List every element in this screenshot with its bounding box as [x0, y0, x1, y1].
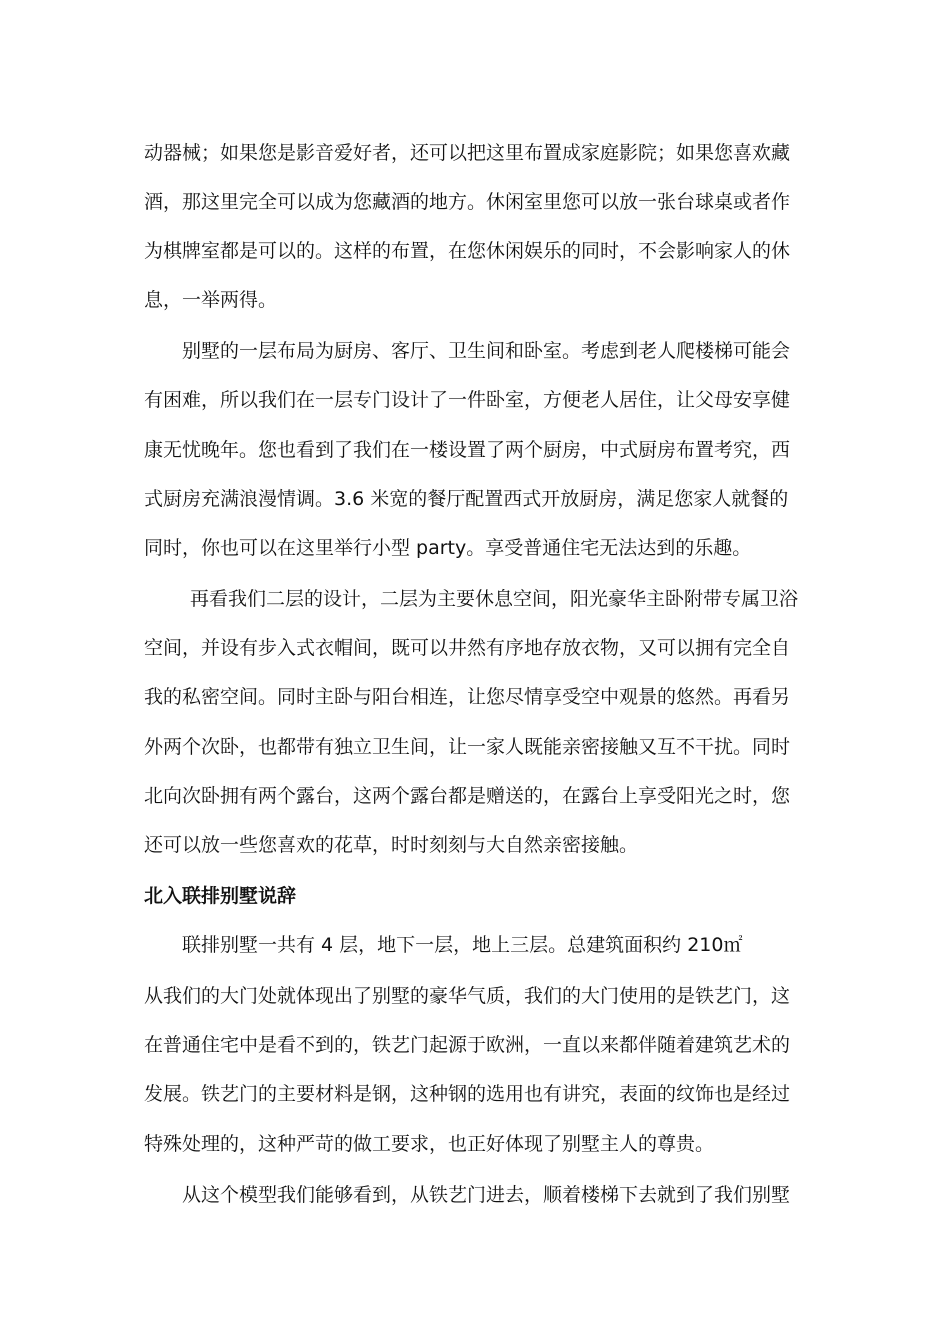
text-line: 息，一举两得。 — [144, 289, 278, 311]
text-line: 特殊处理的，这种严苛的做工要求，也正好体现了别墅主人的尊贵。 — [144, 1133, 715, 1155]
text-line: 联排别墅一共有 4 层，地下一层，地上三层。总建筑面积约 210㎡ — [182, 934, 743, 956]
text-line: 再看我们二层的设计，二层为主要休息空间，阳光豪华主卧附带专属卫浴 — [190, 588, 799, 610]
text-line: 外两个次卧，也都带有独立卫生间，让一家人既能亲密接触又互不干扰。同时 — [144, 736, 791, 758]
text-line: 式厨房充满浪漫情调。3.6 米宽的餐厅配置西式开放厨房，满足您家人就餐的 — [144, 488, 789, 510]
text-line: 我的私密空间。同时主卧与阳台相连，让您尽情享受空中观景的悠然。再看另 — [144, 686, 791, 708]
text-line: 别墅的一层布局为厨房、客厅、卫生间和卧室。考虑到老人爬楼梯可能会 — [182, 340, 791, 362]
text-line: 还可以放一些您喜欢的花草，时时刻刻与大自然亲密接触。 — [144, 834, 639, 856]
section-heading: 北入联排别墅说辞 — [144, 885, 297, 907]
text-line: 发展。铁艺门的主要材料是钢，这种钢的选用也有讲究，表面的纹饰也是经过 — [144, 1083, 791, 1105]
text-line: 北向次卧拥有两个露台，这两个露台都是赠送的，在露台上享受阳光之时，您 — [144, 785, 791, 807]
text-line: 空间，并设有步入式衣帽间，既可以井然有序地存放衣物，又可以拥有完全自 — [144, 637, 791, 659]
text-line: 为棋牌室都是可以的。这样的布置，在您休闲娱乐的同时，不会影响家人的休 — [144, 240, 791, 262]
text-line: 从这个模型我们能够看到，从铁艺门进去，顺着楼梯下去就到了我们别墅 — [182, 1184, 791, 1206]
text-line: 从我们的大门处就体现出了别墅的豪华气质，我们的大门使用的是铁艺门，这 — [144, 985, 791, 1007]
text-line: 酒，那这里完全可以成为您藏酒的地方。休闲室里您可以放一张台球桌或者作 — [144, 191, 791, 213]
text-line: 有困难，所以我们在一层专门设计了一件卧室，方便老人居住，让父母安享健 — [144, 389, 791, 411]
text-line: 动器械；如果您是影音爱好者，还可以把这里布置成家庭影院；如果您喜欢藏 — [144, 142, 791, 164]
text-line: 康无忧晚年。您也看到了我们在一楼设置了两个厨房，中式厨房布置考究，西 — [144, 439, 791, 461]
text-line: 在普通住宅中是看不到的，铁艺门起源于欧洲，一直以来都伴随着建筑艺术的 — [144, 1034, 791, 1056]
text-line: 同时，你也可以在这里举行小型 party。享受普通住宅无法达到的乐趣。 — [144, 537, 752, 559]
